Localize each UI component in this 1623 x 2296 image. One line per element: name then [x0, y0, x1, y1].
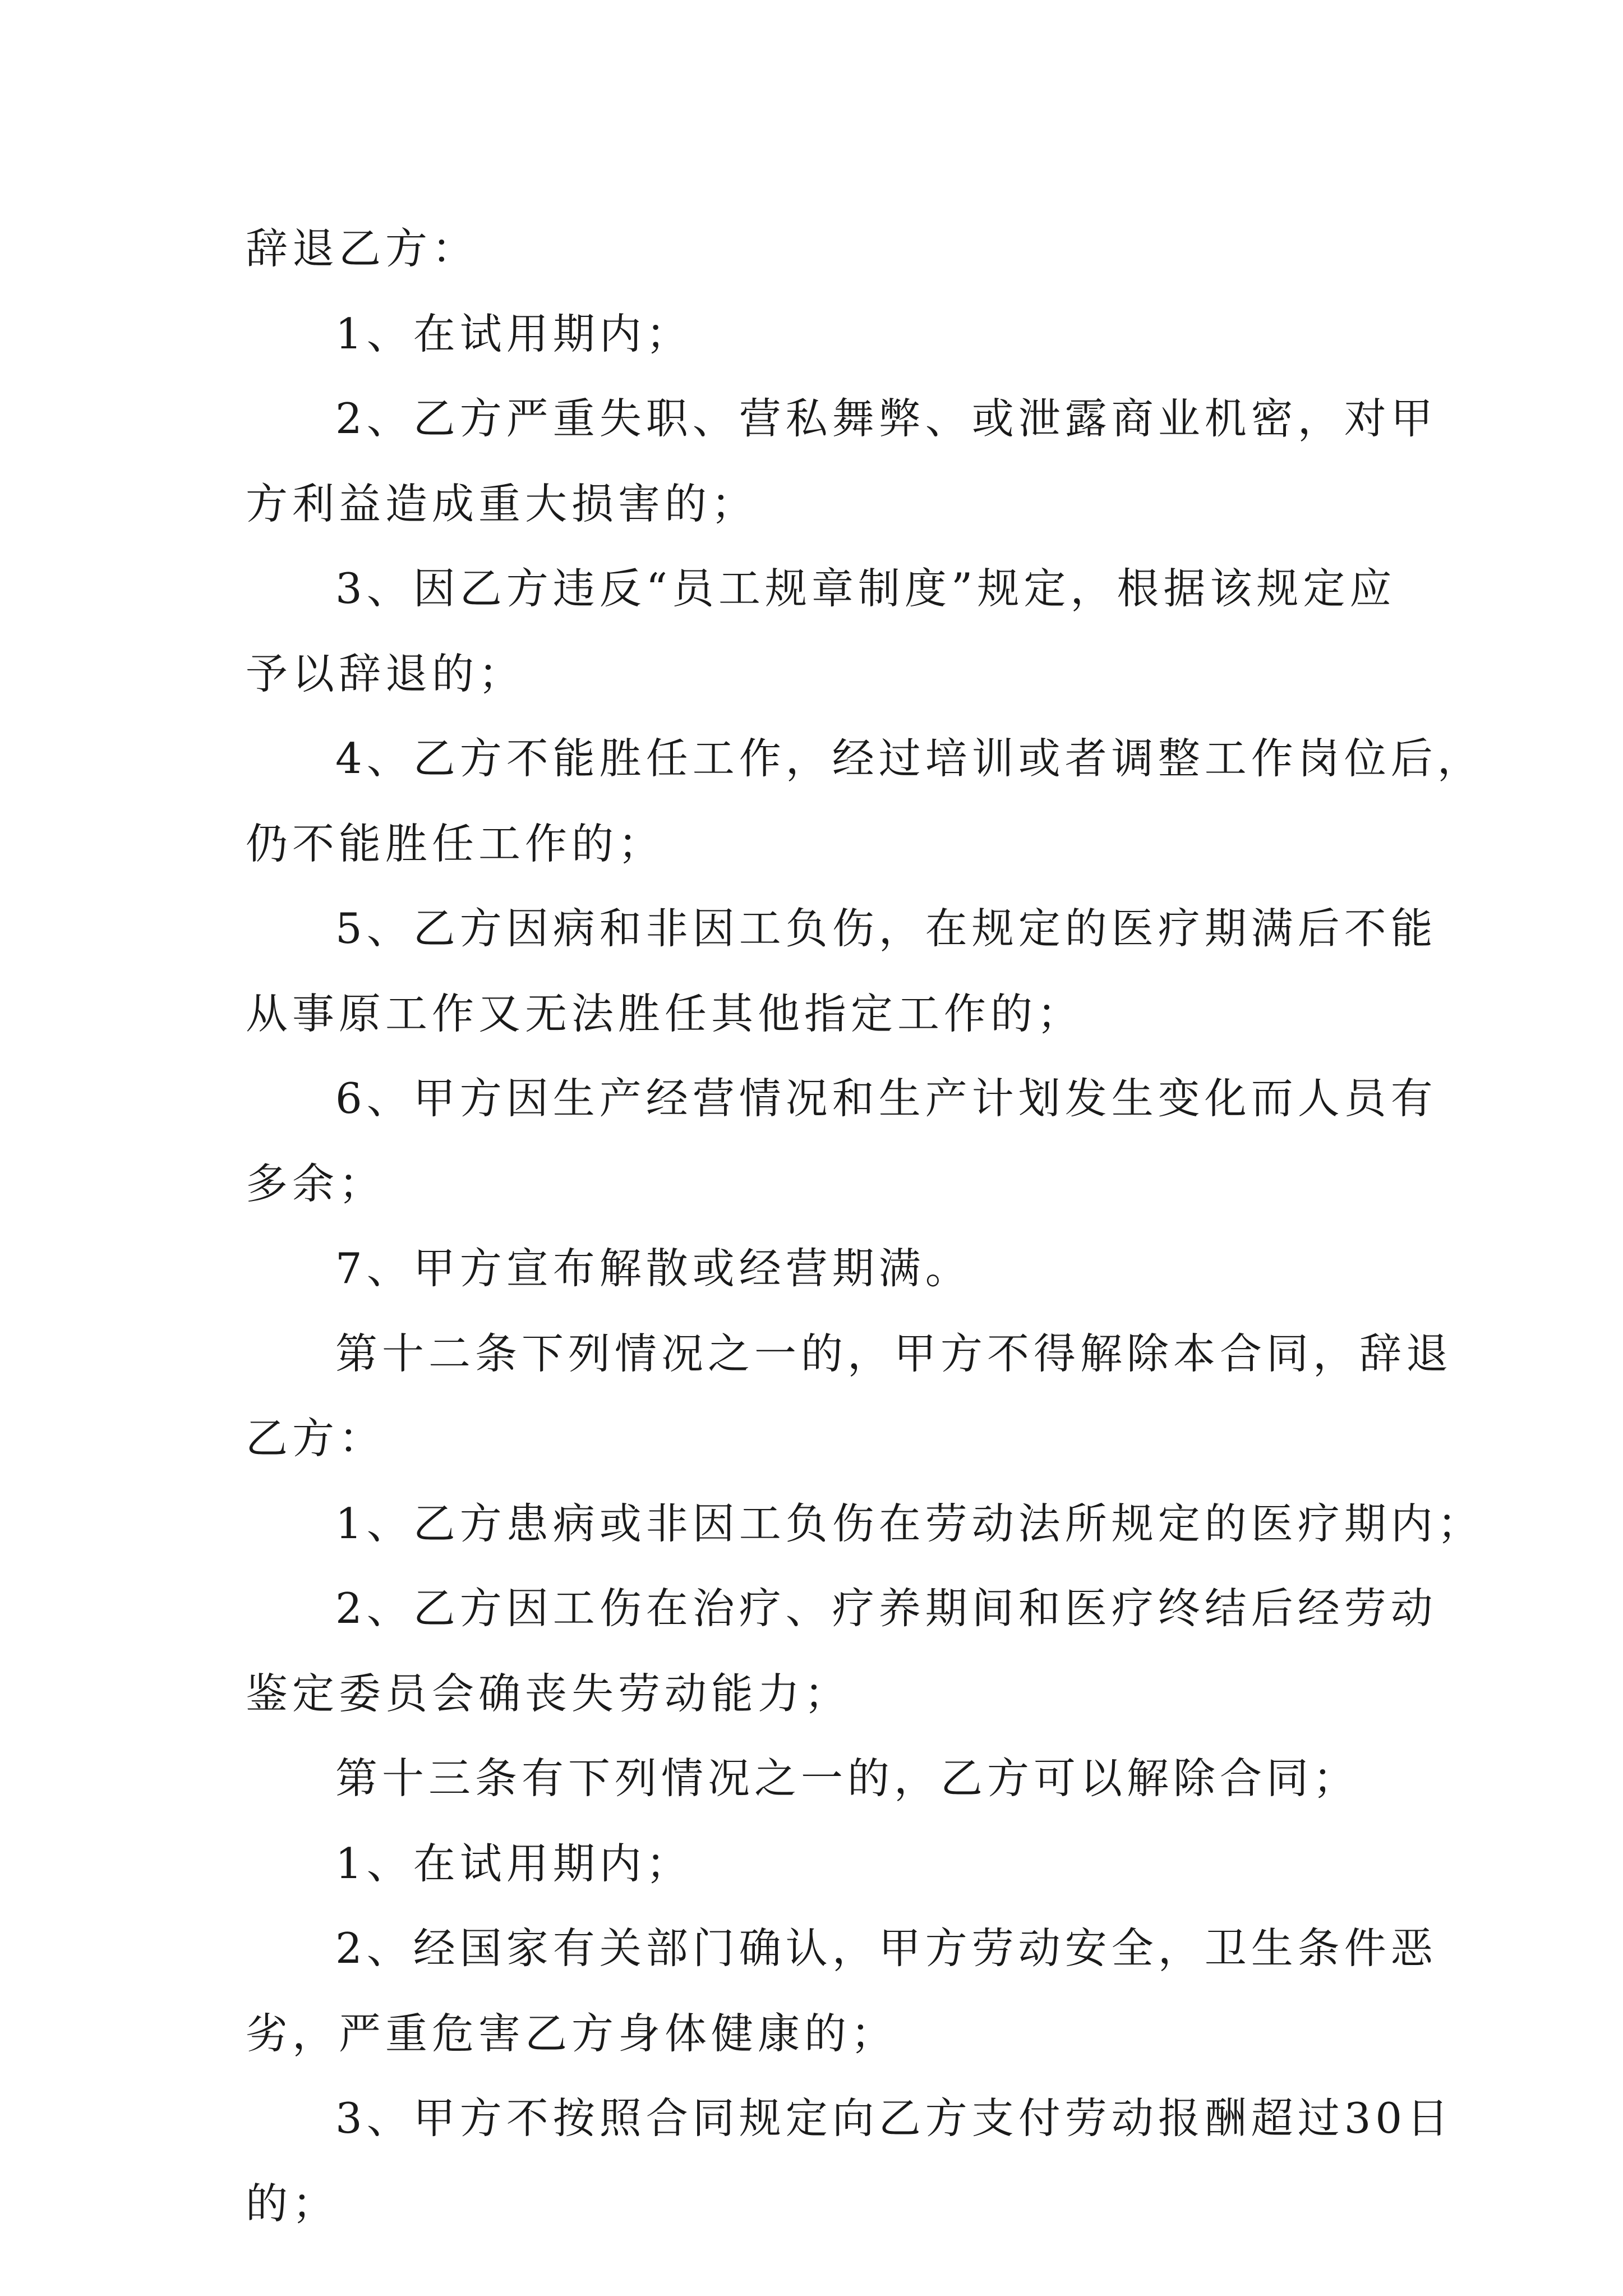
text-line: 仍不能胜任工作的；: [246, 818, 665, 868]
text-line: 2、乙方严重失职、营私舞弊、或泄露商业机密，对甲: [335, 394, 1437, 443]
text-line: 鉴定委员会确丧失劳动能力；: [246, 1668, 851, 1718]
text-line: 3、因乙方违反“员工规章制度”规定，根据该规定应: [335, 564, 1396, 613]
text-line: 予以辞退的；: [246, 648, 525, 698]
text-line: 4、乙方不能胜任工作，经过培训或者调整工作岗位后，: [335, 734, 1484, 783]
text-line: 1、在试用期内；: [335, 1838, 693, 1888]
text-line: 6、甲方因生产经营情况和生产计划发生变化而人员有: [335, 1074, 1437, 1123]
text-line: 2、经国家有关部门确认，甲方劳动安全，卫生条件恶: [335, 1924, 1437, 1973]
text-line: 辞退乙方：: [246, 224, 479, 273]
text-line: 5、乙方因病和非因工负伤，在规定的医疗期满后不能: [335, 904, 1437, 953]
text-line: 方利益造成重大损害的；: [246, 478, 758, 528]
text-line: 劣，严重危害乙方身体健康的；: [246, 2008, 898, 2058]
text-line: 从事原工作又无法胜任其他指定工作的；: [246, 988, 1084, 1038]
text-line: 7、甲方宣布解散或经营期满。: [335, 1244, 972, 1293]
text-line: 乙方：: [246, 1414, 386, 1463]
text-line: 3、甲方不按照合同规定向乙方支付劳动报酬超过30日: [335, 2093, 1454, 2143]
text-line: 的；: [246, 2178, 339, 2228]
text-line: 1、在试用期内；: [335, 309, 693, 358]
text-line: 2、乙方因工伤在治疗、疗养期间和医疗终结后经劳动: [335, 1584, 1437, 1633]
text-line: 第十三条有下列情况之一的，乙方可以解除合同；: [335, 1754, 1360, 1803]
document-body: [246, 206, 1484, 2246]
text-line: 1、乙方患病或非因工负伤在劳动法所规定的医疗期内；: [335, 1498, 1484, 1548]
text-line: 多余；: [246, 1158, 386, 1208]
text-line: 第十二条下列情况之一的，甲方不得解除本合同，辞退: [335, 1328, 1453, 1378]
